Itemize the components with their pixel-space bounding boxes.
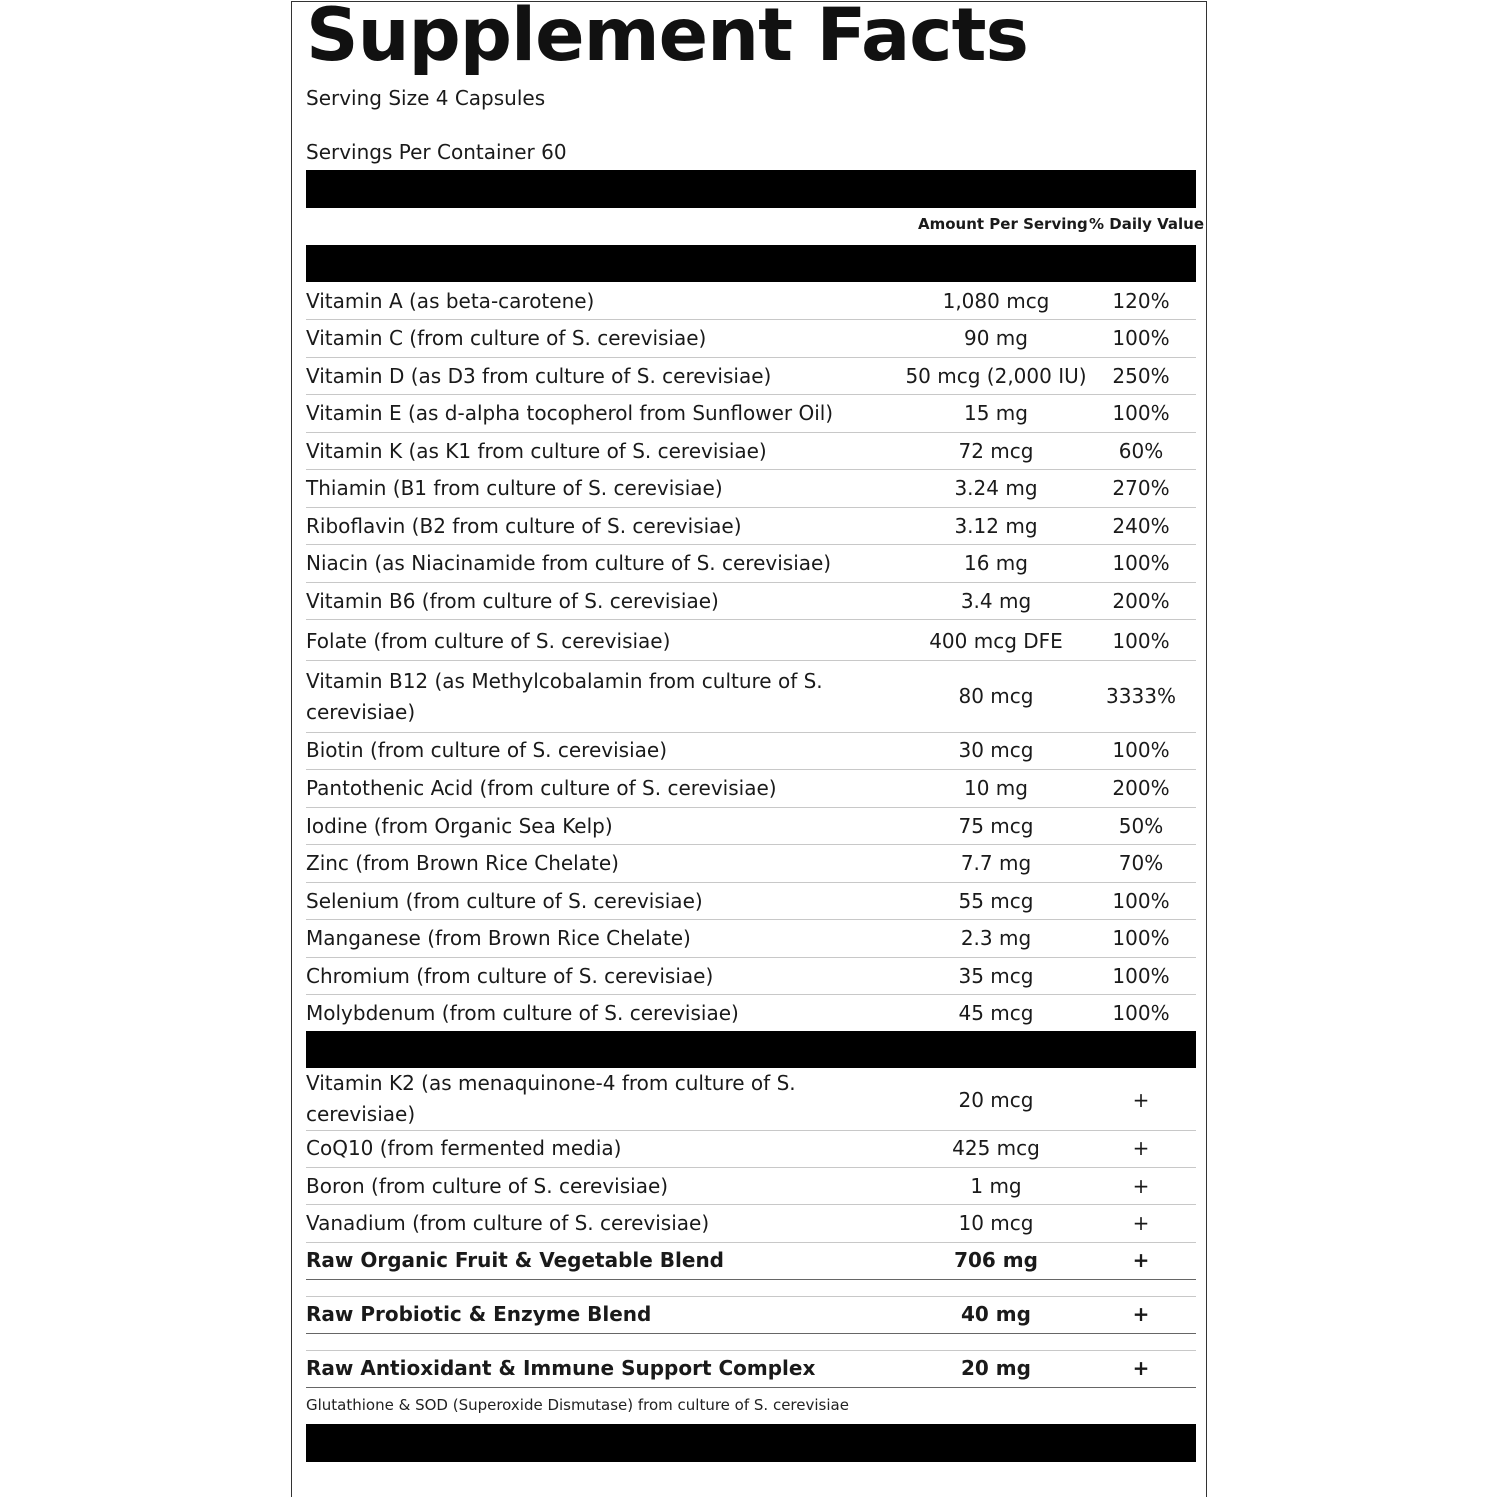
thick-divider-header [306,245,1196,282]
blend-daily-value: + [1132,1302,1150,1326]
nutrient-amount: 55 mcg [958,889,1034,913]
nutrient-amount: 45 mcg [958,1001,1034,1025]
table-row [306,920,1196,958]
table-row [306,508,1196,545]
thick-divider-bottom [306,1424,1196,1462]
nutrient-name: Vitamin B12 (as Methylcobalamin from culture of S. cerevisiae) [306,669,823,724]
ingredient-daily-value: + [1132,1136,1150,1160]
thick-divider-middle [306,1031,1196,1068]
nutrient-daily-value: 100% [1112,964,1170,988]
serving-size: Serving Size 4 Capsules [306,86,546,110]
nutrient-name: Vitamin B6 (from culture of S. cerevisiae) [306,589,719,613]
nutrient-daily-value: 250% [1112,364,1170,388]
nutrient-name: Vitamin A (as beta-carotene) [306,289,595,313]
table-row [306,583,1196,620]
nutrient-name: Riboflavin (B2 from culture of S. cerevisiae) [306,514,742,538]
blend-amount: 706 mg [954,1248,1038,1272]
table-row [306,395,1196,433]
table-row [306,1296,1196,1334]
nutrient-amount: 90 mg [964,326,1028,350]
nutrient-daily-value: 100% [1112,926,1170,950]
table-row [306,1350,1196,1388]
nutrient-amount: 50 mcg (2,000 IU) [905,364,1087,388]
ingredient-amount: 10 mcg [958,1211,1034,1235]
table-row [306,995,1196,1031]
table-row [306,470,1196,508]
ingredient-name: CoQ10 (from fermented media) [306,1136,622,1160]
table-row [306,661,1196,733]
nutrient-name: Molybdenum (from culture of S. cerevisiae) [306,1001,739,1025]
nutrient-amount: 2.3 mg [960,926,1032,950]
table-row [306,433,1196,470]
nutrient-amount: 15 mg [964,401,1028,425]
nutrient-amount: 3.12 mg [954,514,1038,538]
ingredient-name: Vitamin K2 (as menaquinone-4 from culture of S. cerevisiae) [306,1071,796,1126]
nutrient-daily-value: 240% [1112,514,1170,538]
nutrient-amount: 72 mcg [958,439,1034,463]
table-row [306,733,1196,770]
nutrient-amount: 10 mg [964,776,1028,800]
table-row [306,1205,1196,1243]
nutrient-amount: 30 mcg [958,738,1034,762]
label-title: Supplement Facts [306,0,1028,78]
nutrient-daily-value: 200% [1112,589,1170,613]
nutrient-amount: 80 mcg [958,684,1034,708]
ingredient-name: Boron (from culture of S. cerevisiae) [306,1174,669,1198]
nutrient-name: Selenium (from culture of S. cerevisiae) [306,889,703,913]
nutrient-amount: 3.24 mg [954,476,1038,500]
table-row [306,883,1196,920]
nutrient-daily-value: 3333% [1106,684,1176,708]
nutrient-name: Pantothenic Acid (from culture of S. cerevisiae) [306,776,777,800]
nutrient-name: Vitamin D (as D3 from culture of S. cerevisiae) [306,364,772,388]
column-header-daily-value: % Daily Value [1089,215,1205,233]
blend-name: Raw Antioxidant & Immune Support Complex [306,1356,816,1380]
nutrient-name: Manganese (from Brown Rice Chelate) [306,926,691,950]
nutrient-amount: 400 mcg DFE [929,629,1063,653]
nutrient-daily-value: 60% [1118,439,1164,463]
nutrient-name: Chromium (from culture of S. cerevisiae) [306,964,714,988]
nutrient-daily-value: 120% [1112,289,1170,313]
nutrient-daily-value: 100% [1112,629,1170,653]
nutrient-name: Niacin (as Niacinamide from culture of S. cerevisiae) [306,551,832,575]
nutrient-amount: 16 mg [964,551,1028,575]
nutrient-daily-value: 100% [1112,889,1170,913]
nutrient-amount: 75 mcg [958,814,1034,838]
nutrient-amount: 3.4 mg [960,589,1032,613]
nutrient-daily-value: 200% [1112,776,1170,800]
blend-footnote: Glutathione & SOD (Superoxide Dismutase) from culture of S. cerevisiae [306,1396,849,1414]
nutrient-name: Folate (from culture of S. cerevisiae) [306,629,671,653]
table-row [306,320,1196,358]
ingredient-name: Vanadium (from culture of S. cerevisiae) [306,1211,710,1235]
nutrient-amount: 7.7 mg [960,851,1032,875]
table-row [306,1131,1196,1168]
table-row [306,1168,1196,1205]
table-row [306,358,1196,395]
thick-divider-top [306,170,1196,208]
table-row [306,545,1196,583]
nutrient-daily-value: 270% [1112,476,1170,500]
blend-name: Raw Probiotic & Enzyme Blend [306,1302,652,1326]
ingredient-daily-value: + [1132,1211,1150,1235]
nutrient-name: Vitamin E (as d-alpha tocopherol from Sunflower Oil) [306,401,834,425]
blend-amount: 40 mg [961,1302,1031,1326]
blend-name: Raw Organic Fruit & Vegetable Blend [306,1248,724,1272]
table-row [306,620,1196,661]
ingredient-daily-value: + [1132,1174,1150,1198]
column-header-amount: Amount Per Serving [918,215,1088,233]
nutrient-daily-value: 100% [1112,401,1170,425]
nutrient-name: Vitamin C (from culture of S. cerevisiae) [306,326,707,350]
nutrient-name: Thiamin (B1 from culture of S. cerevisiae) [306,476,723,500]
table-row [306,958,1196,995]
ingredient-amount: 425 mcg [952,1136,1040,1160]
servings-per-container: Servings Per Container 60 [306,140,567,164]
nutrient-amount: 1,080 mcg [942,289,1050,313]
nutrient-daily-value: 100% [1112,1001,1170,1025]
ingredient-daily-value: + [1132,1088,1150,1112]
nutrient-daily-value: 100% [1112,326,1170,350]
blend-daily-value: + [1132,1248,1150,1272]
table-row [306,845,1196,883]
table-row [306,283,1196,320]
table-row [306,808,1196,845]
blend-daily-value: + [1132,1356,1150,1380]
table-row [306,1068,1196,1131]
nutrient-daily-value: 100% [1112,738,1170,762]
table-row [306,1243,1196,1280]
nutrient-name: Vitamin K (as K1 from culture of S. cerevisiae) [306,439,767,463]
nutrient-daily-value: 70% [1118,851,1164,875]
nutrient-amount: 35 mcg [958,964,1034,988]
blend-amount: 20 mg [961,1356,1031,1380]
nutrient-name: Zinc (from Brown Rice Chelate) [306,851,619,875]
nutrient-name: Iodine (from Organic Sea Kelp) [306,814,613,838]
nutrient-name: Biotin (from culture of S. cerevisiae) [306,738,668,762]
ingredient-amount: 1 mg [970,1174,1022,1198]
nutrient-daily-value: 50% [1118,814,1164,838]
table-row [306,770,1196,808]
ingredient-amount: 20 mcg [958,1088,1034,1112]
nutrient-daily-value: 100% [1112,551,1170,575]
